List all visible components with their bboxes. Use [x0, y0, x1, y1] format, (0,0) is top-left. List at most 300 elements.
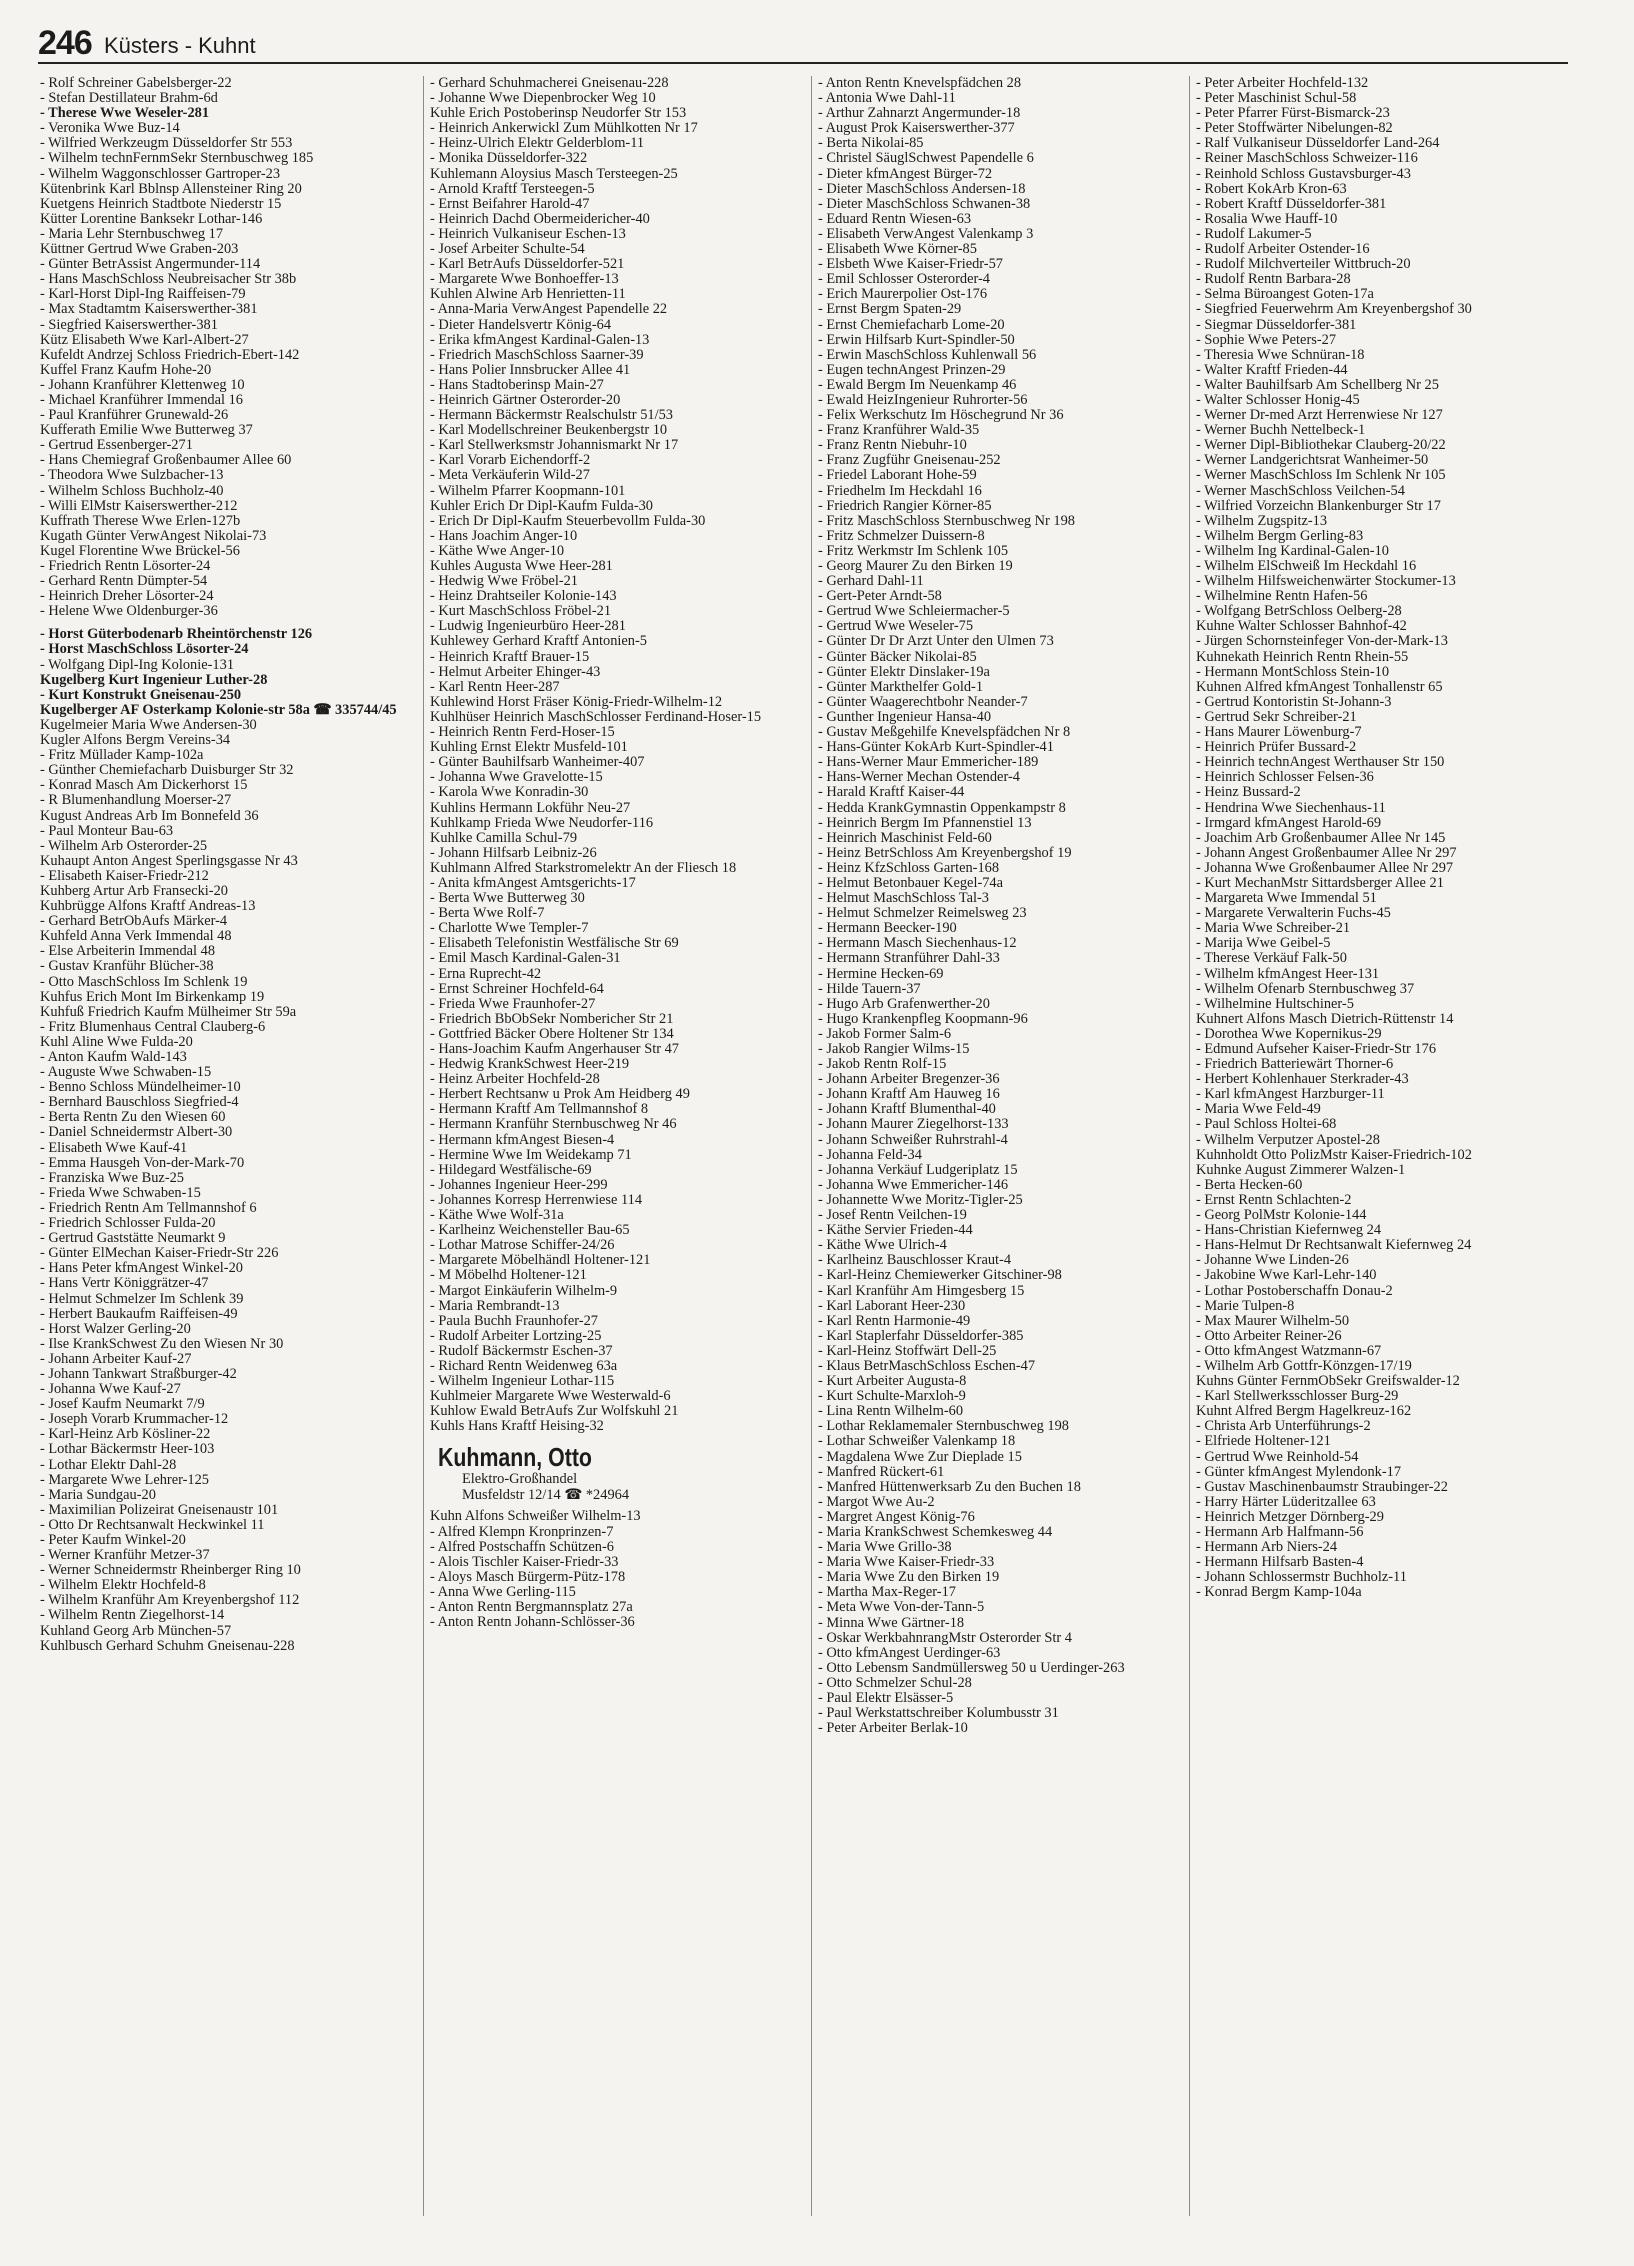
directory-entry: - Hermine Wwe Im Weidekamp 71 — [430, 1146, 632, 1163]
directory-entry: Kuhfeld Anna Verk Immendal 48 — [40, 928, 232, 945]
directory-entry: - Kurt MechanMstr Sittardsberger Allee 21 — [1196, 874, 1444, 891]
directory-entry: - Richard Rentn Weidenweg 63a — [430, 1357, 618, 1374]
directory-entry: - Harald Kraftf Kaiser-44 — [818, 784, 965, 801]
directory-entry: - Gert-Peter Arndt-58 — [818, 588, 942, 605]
directory-entry: - Wilhelm Arb Osterorder-25 — [40, 837, 208, 854]
directory-entry: - Monika Düsseldorfer-322 — [430, 150, 588, 167]
directory-entry: - Wilhelm Pfarrer Koopmann-101 — [430, 482, 626, 499]
directory-entry: - Fritz Blumenhaus Central Clauberg-6 — [40, 1018, 266, 1035]
directory-entry: - Anton Kaufm Wald-143 — [40, 1049, 187, 1065]
directory-entry: - Veronika Wwe Buz-14 — [40, 120, 180, 137]
directory-entry: - Wilhelm Kranführ Am Kreyenbergshof 112 — [40, 1592, 300, 1609]
directory-entry: - Peter Maschinist Schul-58 — [1196, 90, 1357, 107]
directory-entry: - Emil Schlosser Osterorder-4 — [818, 271, 990, 288]
directory-entry: - Otto kfmAngest Uerdinger-63 — [818, 1644, 1001, 1661]
directory-entry: - Alfred Postschaffn Schützen-6 — [430, 1538, 614, 1555]
directory-entry: - Gustav Meßgehilfe Knevelspfädchen Nr 8 — [818, 724, 1071, 741]
directory-entry: - Elisabeth Wwe Kauf-41 — [40, 1139, 188, 1156]
directory-entry: - Wilhelmine Hultschiner-5 — [1196, 995, 1354, 1012]
directory-entry: - Gottfried Bäcker Obere Holtener Str 134 — [430, 1025, 674, 1042]
directory-entry: Kuhnholdt Otto PolizMstr Kaiser-Friedrich-102 — [1196, 1146, 1472, 1163]
directory-entry: Kuhnekath Heinrich Rentn Rhein-55 — [1196, 648, 1409, 665]
directory-entry: - Heinz KfzSchloss Garten-168 — [818, 859, 1000, 876]
directory-entry: - Johanna Feld-34 — [818, 1146, 922, 1163]
directory-entry: - Karlheinz Weichensteller Bau-65 — [430, 1222, 630, 1239]
directory-entry: - Anna Wwe Gerling-115 — [430, 1583, 576, 1600]
directory-entry: - Berta Wwe Rolf-7 — [430, 905, 545, 922]
directory-entry: - Maria Wwe Zu den Birken 19 — [818, 1569, 1000, 1586]
directory-entry: - Bernhard Bauschloss Siegfried-4 — [40, 1094, 239, 1111]
directory-entry: - Harry Härter Lüderitzallee 63 — [1196, 1493, 1376, 1510]
directory-entry: - Hedwig KrankSchwest Heer-219 — [430, 1056, 630, 1073]
directory-entry: - Gerhard Rentn Dümpter-54 — [40, 573, 208, 590]
directory-entry: - Lothar Elektr Dahl-28 — [40, 1456, 177, 1473]
directory-entry: - Günter Bäcker Nikolai-85 — [818, 648, 977, 665]
directory-entry: - Charlotte Wwe Templer-7 — [430, 920, 589, 937]
directory-entry: - Hans MaschSchloss Neubreisacher Str 38b — [40, 271, 297, 288]
directory-entry: - Georg PolMstr Kolonie-144 — [1196, 1207, 1367, 1224]
directory-entry: - Michael Kranführer Immendal 16 — [40, 391, 243, 408]
directory-entry: - Hermann Bäckermstr Realschulstr 51/53 — [430, 407, 673, 424]
directory-entry: - Franz Kranführer Wald-35 — [818, 422, 980, 439]
directory-entry: - Gertrud Wwe Schleiermacher-5 — [818, 603, 1010, 620]
directory-entry: - Anton Rentn Knevelspfädchen 28 — [818, 76, 1022, 91]
directory-entry: - Herbert Rechtsanw u Prok Am Heidberg 49 — [430, 1086, 690, 1103]
directory-entry: - Meta Verkäuferin Wild-27 — [430, 467, 590, 484]
directory-entry: Kuhl Aline Wwe Fulda-20 — [40, 1033, 193, 1050]
directory-entry: - Karola Wwe Konradin-30 — [430, 784, 589, 801]
directory-entry: - Heinrich Gärtner Osterorder-20 — [430, 391, 621, 408]
directory-entry: - Selma Büroangest Goten-17a — [1196, 286, 1374, 303]
directory-entry: Kuhlmeier Margarete Wwe Westerwald-6 — [430, 1388, 671, 1405]
directory-entry: - Hermann Masch Siechenhaus-12 — [818, 935, 1017, 952]
directory-entry: - Hermann Kranführ Sternbuschweg Nr 46 — [430, 1116, 677, 1133]
directory-entry: - Hermann Stranführer Dahl-33 — [818, 950, 1000, 967]
directory-entry: - Wilhelm ElSchweiß Im Heckdahl 16 — [1196, 558, 1417, 574]
directory-entry: - Friedrich Rentn Lösorter-24 — [40, 558, 211, 574]
directory-entry: - Heinrich Vulkaniseur Eschen-13 — [430, 225, 626, 242]
directory-entry: - Hildegard Westfälische-69 — [430, 1161, 592, 1178]
directory-entry: Kuffel Franz Kaufm Hohe-20 — [40, 361, 212, 378]
directory-entry: - Daniel Schneidermstr Albert-30 — [40, 1124, 233, 1141]
directory-entry: - Erna Ruprecht-42 — [430, 965, 542, 982]
directory-entry: - Max Stadtamtm Kaiserswerther-381 — [40, 301, 258, 318]
directory-entry: Kuhlen Alwine Arb Henrietten-11 — [430, 286, 626, 303]
directory-entry: - Hans-Werner Mechan Ostender-4 — [818, 769, 1020, 786]
directory-entry: - Karl Modellschreiner Beukenbergstr 10 — [430, 422, 668, 439]
directory-entry: - Dieter Handelsvertr König-64 — [430, 316, 612, 333]
directory-entry: - Gertrud Essenberger-271 — [40, 437, 193, 454]
directory-entry: - Emil Masch Kardinal-Galen-31 — [430, 950, 621, 967]
directory-entry: Kuhlins Hermann Lokführ Neu-27 — [430, 799, 631, 816]
directory-entry: - Hermann Hilfsarb Basten-4 — [1196, 1554, 1364, 1571]
directory-entry: - Antonia Wwe Dahl-11 — [818, 90, 956, 107]
directory-entry: - Johann Hilfsarb Leibniz-26 — [430, 844, 597, 861]
directory-entry: Kufeldt Andrzej Schloss Friedrich-Ebert-142 — [40, 346, 300, 363]
directory-entry: - Klaus BetrMaschSchloss Eschen-47 — [818, 1357, 1036, 1374]
directory-entry: - Hermann Arb Niers-24 — [1196, 1539, 1338, 1556]
advert-name: Kuhmann, Otto — [438, 1442, 592, 1473]
directory-entry: - Maria Wwe Kaiser-Friedr-33 — [818, 1554, 995, 1571]
directory-entry: - Werner Dr-med Arzt Herrenwiese Nr 127 — [1196, 407, 1443, 424]
directory-entry: - Johann Kranführer Klettenweg 10 — [40, 376, 245, 393]
directory-entry: - Joseph Vorarb Krummacher-12 — [40, 1411, 229, 1428]
directory-entry: - Walter Schlosser Honig-45 — [1196, 391, 1360, 408]
directory-entry: - Margot Einkäuferin Wilhelm-9 — [430, 1282, 618, 1299]
directory-entry: - Kurt Schulte-Marxloh-9 — [818, 1388, 966, 1405]
directory-entry: - Wilhelm Ofenarb Sternbuschweg 37 — [1196, 980, 1415, 997]
directory-entry: Kuhlmann Alfred Starkstromelektr An der Fliesch 18 — [430, 859, 737, 876]
directory-entry: Kütz Elisabeth Wwe Karl-Albert-27 — [40, 331, 249, 348]
directory-entry: - Jakob Rangier Wilms-15 — [818, 1041, 970, 1057]
directory-entry: - Friedrich BbObSekr Nombericher Str 21 — [430, 1010, 674, 1027]
directory-entry: - Wilhelm Schloss Buchholz-40 — [40, 482, 224, 499]
business-advert — [438, 1442, 800, 1503]
directory-entry: - Helmut Schmelzer Im Schlenk 39 — [40, 1290, 244, 1307]
directory-entry: - Werner Schneidermstr Rheinberger Ring 10 — [40, 1562, 301, 1579]
directory-entry: - Stefan Destillateur Brahm-6d — [40, 90, 218, 107]
directory-entry: - Günter Elektr Dinslaker-19a — [818, 663, 990, 680]
directory-entry: Kuhlbusch Gerhard Schuhm Gneisenau-228 — [40, 1637, 295, 1654]
directory-entry: - Dieter kfmAngest Bürger-72 — [818, 165, 993, 182]
directory-entry: - Max Maurer Wilhelm-50 — [1196, 1312, 1350, 1329]
directory-entry: - Therese Verkäuf Falk-50 — [1196, 950, 1347, 967]
page-number: 246 — [38, 24, 92, 62]
directory-entry: - Fritz Schmelzer Duissern-8 — [818, 527, 985, 544]
directory-entry: - Else Arbeiterin Immendal 48 — [40, 943, 216, 960]
directory-entry: - Heinz Arbeiter Hochfeld-28 — [430, 1071, 600, 1088]
directory-entry: - Margot Wwe Au-2 — [818, 1493, 935, 1510]
directory-entry: - Johann Arbeiter Kauf-27 — [40, 1350, 192, 1367]
directory-entry: - Dorothea Wwe Kopernikus-29 — [1196, 1025, 1382, 1042]
directory-entry: - August Prok Kaiserswerther-377 — [818, 120, 1015, 137]
directory-entry: - Franz Rentn Niebuhr-10 — [818, 437, 967, 454]
directory-entry: - Heinrich Maschinist Feld-60 — [818, 829, 992, 846]
directory-entry: - Anton Rentn Johann-Schlösser-36 — [430, 1614, 635, 1631]
directory-entry: - Gertrud Gaststätte Neumarkt 9 — [40, 1230, 226, 1247]
directory-entry: - R Blumenhandlung Moerser-27 — [40, 792, 232, 809]
directory-entry: - Willi ElMstr Kaiserswerther-212 — [40, 497, 238, 514]
directory-entry: - Martha Max-Reger-17 — [818, 1584, 956, 1601]
directory-entry: - Rudolf Arbeiter Lortzing-25 — [430, 1327, 602, 1344]
directory-entry: - Johanna Wwe Großenbaumer Allee Nr 297 — [1196, 859, 1454, 876]
directory-entry: - Johannes Korresp Herrenwiese 114 — [430, 1191, 643, 1208]
directory-entry: - Kurt Arbeiter Augusta-8 — [818, 1373, 967, 1390]
directory-entry: - Peter Pfarrer Fürst-Bismarck-23 — [1196, 105, 1390, 122]
directory-entry: - Berta Hecken-60 — [1196, 1176, 1303, 1193]
directory-entry: - Günter Waagerechtbohr Neander-7 — [818, 693, 1028, 710]
directory-entry: - Hermann Kraftf Am Tellmannshof 8 — [430, 1101, 649, 1118]
directory-entry: - Karl Kranführ Am Himgesberg 15 — [818, 1282, 1025, 1299]
directory-entry: - Sophie Wwe Peters-27 — [1196, 331, 1337, 348]
directory-entry: - Margarete Wwe Bonhoeffer-13 — [430, 271, 619, 288]
directory-entry: - Helmut Arbeiter Ehinger-43 — [430, 663, 601, 680]
directory-entry: Kuhn Alfons Schweißer Wilhelm-13 — [430, 1508, 641, 1525]
directory-entry: - Walter Bauhilfsarb Am Schellberg Nr 25 — [1196, 376, 1439, 393]
directory-entry: - Dieter MaschSchloss Schwanen-38 — [818, 195, 1031, 212]
directory-entry: - Heinrich Prüfer Bussard-2 — [1196, 739, 1357, 756]
directory-entry: - Anna-Maria VerwAngest Papendelle 22 — [430, 301, 668, 318]
directory-entry: - Margret Angest König-76 — [818, 1508, 975, 1525]
directory-entry: - Gustav Kranführ Blücher-38 — [40, 958, 214, 975]
directory-entry: - Josef Kaufm Neumarkt 7/9 — [40, 1396, 205, 1413]
directory-entry: - Gertrud Sekr Schreiber-21 — [1196, 708, 1357, 725]
directory-entry: - Heinrich Metzger Dörnberg-29 — [1196, 1508, 1384, 1525]
directory-entry: - Hans-Helmut Dr Rechtsanwalt Kiefernweg 24 — [1196, 1237, 1472, 1254]
directory-entry: - Wilhelm Rentn Ziegelhorst-14 — [40, 1607, 225, 1624]
directory-entry: - Werner Landgerichtsrat Wanheimer-50 — [1196, 452, 1429, 469]
directory-entry: - Hedda KrankGymnastin Oppenkampstr 8 — [818, 799, 1066, 816]
directory-entry: - Lothar Bäckermstr Heer-103 — [40, 1441, 215, 1458]
directory-entry: - Karl Rentn Harmonie-49 — [818, 1312, 971, 1329]
directory-entry: - Eugen technAngest Prinzen-29 — [818, 361, 1006, 378]
directory-entry: - Elisabeth VerwAngest Valenkamp 3 — [818, 225, 1034, 242]
directory-entry: Kuhling Ernst Elektr Musfeld-101 — [430, 739, 628, 756]
directory-entry: - Maria Wwe Grillo-38 — [818, 1539, 952, 1556]
directory-entry: - Helmut Betonbauer Kegel-74a — [818, 874, 1004, 891]
directory-entry: - Friedrich Batteriewärt Thorner-6 — [1196, 1056, 1394, 1073]
directory-entry: Kuhns Günter FernmObSekr Greifswalder-12 — [1196, 1373, 1460, 1390]
directory-entry: - Otto Lebensm Sandmüllersweg 50 u Uerdinger-263 — [818, 1659, 1125, 1676]
directory-entry: - Wilhelm technFernmSekr Sternbuschweg 185 — [40, 150, 314, 167]
directory-entry: - Georg Maurer Zu den Birken 19 — [818, 558, 1013, 574]
directory-entry: - Therese Wwe Weseler-281 — [40, 105, 210, 122]
directory-entry: - Johanna Verkäuf Ludgeriplatz 15 — [818, 1161, 1018, 1178]
directory-entry: - Hans Polier Innsbrucker Allee 41 — [430, 361, 631, 378]
directory-entry: Kuhnen Alfred kfmAngest Tonhallenstr 65 — [1196, 678, 1443, 695]
directory-entry: - Rudolf Rentn Barbara-28 — [1196, 271, 1351, 288]
directory-entry: - Franz Zugführ Gneisenau-252 — [818, 452, 1001, 469]
column-divider — [1189, 76, 1190, 2216]
directory-entry: - Johann Schweißer Ruhrstrahl-4 — [818, 1131, 1008, 1148]
directory-column-1 — [40, 76, 410, 2236]
directory-entry: - Elsbeth Wwe Kaiser-Friedr-57 — [818, 256, 1003, 273]
directory-entry: - Heinrich Ankerwickl Zum Mühlkotten Nr 17 — [430, 120, 698, 137]
directory-entry: Kufferath Emilie Wwe Butterweg 37 — [40, 422, 253, 439]
directory-entry: - Wolfgang Dipl-Ing Kolonie-131 — [40, 656, 235, 673]
directory-entry: - Christel SäuglSchwest Papendelle 6 — [818, 150, 1034, 167]
directory-entry: - Elisabeth Wwe Körner-85 — [818, 241, 977, 258]
directory-entry: - Theodora Wwe Sulzbacher-13 — [40, 467, 224, 484]
directory-entry: - Johanna Wwe Gravelotte-15 — [430, 769, 603, 786]
directory-entry: - Rudolf Lakumer-5 — [1196, 225, 1312, 242]
directory-entry: - Walter Kraftf Frieden-44 — [1196, 361, 1348, 378]
directory-entry: - Paul Monteur Bau-63 — [40, 822, 174, 839]
directory-entry: - Margarete Möbelhändl Holtener-121 — [430, 1252, 651, 1269]
directory-entry: Kugust Andreas Arb Im Bonnefeld 36 — [40, 807, 259, 824]
directory-entry: - Hilde Tauern-37 — [818, 980, 921, 997]
directory-entry: - Johanna Wwe Kauf-27 — [40, 1381, 181, 1398]
directory-entry: - Heinz BetrSchloss Am Kreyenbergshof 19 — [818, 844, 1072, 861]
directory-entry: - Paula Buchh Fraunhofer-27 — [430, 1312, 598, 1329]
directory-entry: - Berta Wwe Butterweg 30 — [430, 890, 585, 907]
directory-entry: - Ludwig Ingenieurbüro Heer-281 — [430, 618, 626, 635]
directory-entry: - Karl kfmAngest Harzburger-11 — [1196, 1086, 1385, 1103]
directory-entry: - Hans Chemiegraf Großenbaumer Allee 60 — [40, 452, 292, 469]
directory-entry: - Wilhelm Arb Gottfr-Könzgen-17/19 — [1196, 1357, 1412, 1374]
directory-entry: Kuhnke August Zimmerer Walzen-1 — [1196, 1161, 1406, 1178]
directory-entry: - Wilhelm Waggonschlosser Gartroper-23 — [40, 165, 281, 182]
directory-entry: - Johannes Ingenieur Heer-299 — [430, 1176, 608, 1193]
directory-entry: - Wilhelm kfmAngest Heer-131 — [1196, 965, 1380, 982]
directory-entry: - Werner MaschSchloss Im Schlenk Nr 105 — [1196, 467, 1446, 484]
directory-entry: - Wilhelm Bergm Gerling-83 — [1196, 527, 1364, 544]
directory-entry: Kuhnt Alfred Bergm Hagelkreuz-162 — [1196, 1403, 1412, 1420]
directory-entry: - Heinrich Schlosser Felsen-36 — [1196, 769, 1374, 786]
directory-entry: - Wilhelm Zugspitz-13 — [1196, 512, 1328, 529]
directory-entry: - Meta Wwe Von-der-Tann-5 — [818, 1599, 985, 1616]
directory-entry: Kuhlkamp Frieda Wwe Neudorfer-116 — [430, 814, 654, 831]
directory-entry: Kütter Lorentine Banksekr Lothar-146 — [40, 210, 263, 227]
directory-entry: - Alois Tischler Kaiser-Friedr-33 — [430, 1553, 619, 1570]
directory-entry: - Magdalena Wwe Zur Dieplade 15 — [818, 1448, 1022, 1465]
directory-entry: - Wilfried Werkzeugm Düsseldorfer Str 553 — [40, 135, 293, 152]
directory-entry: Kuhlke Camilla Schul-79 — [430, 829, 578, 846]
directory-entry: - Joachim Arb Großenbaumer Allee Nr 145 — [1196, 829, 1446, 846]
directory-entry: - Rudolf Arbeiter Ostender-16 — [1196, 241, 1370, 258]
directory-entry: - Auguste Wwe Schwaben-15 — [40, 1064, 212, 1081]
directory-entry: - Reiner MaschSchloss Schweizer-116 — [1196, 150, 1418, 167]
directory-entry: - Otto kfmAngest Watzmann-67 — [1196, 1342, 1382, 1359]
directory-entry: - Christa Arb Unterführungs-2 — [1196, 1418, 1371, 1435]
directory-entry: - Ernst Beifahrer Harold-47 — [430, 195, 590, 212]
directory-entry: - Anita kfmAngest Amtsgerichts-17 — [430, 874, 636, 891]
directory-entry: - Johanne Wwe Linden-26 — [1196, 1252, 1349, 1269]
directory-entry: - Reinhold Schloss Gustavsburger-43 — [1196, 165, 1411, 182]
directory-entry: Kugelberg Kurt Ingenieur Luther-28 — [40, 671, 268, 688]
directory-entry: - Rudolf Milchverteiler Wittbruch-20 — [1196, 256, 1411, 273]
directory-entry: Kuetgens Heinrich Stadtbote Niederstr 15 — [40, 195, 282, 212]
directory-entry: Kuhlemann Aloysius Masch Tersteegen-25 — [430, 165, 678, 182]
directory-entry: - Lothar Schweißer Valenkamp 18 — [818, 1433, 1016, 1450]
directory-entry: - Ewald HeizIngenieur Ruhrorter-56 — [818, 391, 1028, 408]
directory-entry: - Friedrich Rangier Körner-85 — [818, 497, 992, 514]
directory-entry: - Käthe Wwe Anger-10 — [430, 542, 565, 559]
directory-entry: - Günther Chemiefacharb Duisburger Str 32 — [40, 762, 294, 779]
directory-entry: Kuhlow Ewald BetrAufs Zur Wolfskuhl 21 — [430, 1403, 679, 1420]
page-header — [38, 24, 1568, 64]
directory-entry: - Ernst Chemiefacharb Lome-20 — [818, 316, 1005, 333]
directory-entry: - Günter ElMechan Kaiser-Friedr-Str 226 — [40, 1245, 279, 1262]
directory-entry: - Fritz MaschSchloss Sternbuschweg Nr 198 — [818, 512, 1076, 529]
directory-entry: Kuhls Hans Kraftf Heising-32 — [430, 1418, 604, 1435]
directory-entry: - Otto MaschSchloss Im Schlenk 19 — [40, 973, 248, 990]
directory-entry: - Günter Bauhilfsarb Wanheimer-407 — [430, 754, 645, 771]
directory-entry: - Karl Stellwerksschlosser Burg-29 — [1196, 1388, 1399, 1405]
directory-entry: - Otto Arbeiter Reiner-26 — [1196, 1327, 1342, 1344]
directory-entry: - Heinrich Rentn Ferd-Hoser-15 — [430, 724, 615, 741]
directory-entry: - Maximilian Polizeirat Gneisenaustr 101 — [40, 1501, 279, 1518]
directory-entry: - Erich Dr Dipl-Kaufm Steuerbevollm Fulda-30 — [430, 512, 706, 529]
directory-entry: - Hugo Arb Grafenwerther-20 — [818, 995, 990, 1012]
directory-entry: - Karl-Heinz Chemiewerker Gitschiner-98 — [818, 1267, 1062, 1284]
directory-entry: - Gunther Ingenieur Hansa-40 — [818, 708, 992, 725]
directory-entry: - Siegfried Feuerwehrm Am Kreyenbergshof 30 — [1196, 301, 1472, 318]
directory-entry: - Werner Buchh Nettelbeck-1 — [1196, 422, 1366, 439]
directory-entry: - Irmgard kfmAngest Harold-69 — [1196, 814, 1382, 831]
directory-entry: - Margareta Wwe Immendal 51 — [1196, 890, 1377, 907]
directory-entry: - Heinz-Ulrich Elektr Gelderblom-11 — [430, 135, 645, 152]
directory-entry: - Jakob Former Salm-6 — [818, 1025, 952, 1042]
directory-entry: - Theresia Wwe Schnüran-18 — [1196, 346, 1365, 363]
directory-entry: - Hendrina Wwe Siechenhaus-11 — [1196, 799, 1386, 816]
directory-entry: - Werner Dipl-Bibliothekar Clauberg-20/22 — [1196, 437, 1446, 454]
directory-entry: - Günter Dr Dr Arzt Unter den Ulmen 73 — [818, 633, 1054, 650]
directory-entry: - Gerhard Dahl-11 — [818, 573, 924, 590]
directory-entry: - Helene Wwe Oldenburger-36 — [40, 603, 218, 620]
directory-entry: - Maria Rembrandt-13 — [430, 1297, 560, 1314]
directory-entry: Kuhlewey Gerhard Kraftf Antonien-5 — [430, 633, 647, 650]
directory-column-4 — [1196, 76, 1566, 2236]
directory-entry: - Frieda Wwe Schwaben-15 — [40, 1184, 201, 1201]
directory-entry: - Heinrich Dachd Obermeidericher-40 — [430, 210, 650, 227]
directory-entry: - Paul Kranführer Grunewald-26 — [40, 407, 229, 424]
directory-entry: - Emma Hausgeh Von-der-Mark-70 — [40, 1154, 245, 1171]
directory-entry: - Rudolf Bäckermstr Eschen-37 — [430, 1342, 613, 1359]
directory-entry: - Margarete Wwe Lehrer-125 — [40, 1471, 209, 1488]
directory-entry: - Karlheinz Bauschlosser Kraut-4 — [818, 1252, 1012, 1269]
directory-entry: - Alfred Klempn Kronprinzen-7 — [430, 1523, 614, 1540]
directory-entry: - Friedel Laborant Hohe-59 — [818, 467, 977, 484]
directory-entry: Küttner Gertrud Wwe Graben-203 — [40, 241, 239, 258]
directory-entry: - Friedrich Rentn Am Tellmannshof 6 — [40, 1199, 257, 1216]
directory-entry: - Friedrich Schlosser Fulda-20 — [40, 1215, 216, 1232]
directory-entry: - Frieda Wwe Fraunhofer-27 — [430, 995, 596, 1012]
directory-entry: Kugelmeier Maria Wwe Andersen-30 — [40, 716, 257, 733]
directory-entry: - Ernst Rentn Schlachten-2 — [1196, 1191, 1352, 1208]
directory-entry: - Karl Vorarb Eichendorff-2 — [430, 452, 591, 469]
column-divider — [811, 76, 812, 2216]
directory-entry: - Ewald Bergm Im Neuenkamp 46 — [818, 376, 1017, 393]
directory-entry: - Johann Kraftf Am Hauweg 16 — [818, 1086, 1000, 1103]
directory-entry: Kuhnert Alfons Masch Dietrich-Rüttenstr 14 — [1196, 1010, 1454, 1027]
directory-entry: - Johannette Wwe Moritz-Tigler-25 — [818, 1191, 1023, 1208]
directory-entry: - Arnold Kraftf Tersteegen-5 — [430, 180, 595, 197]
directory-entry: - Hans Peter kfmAngest Winkel-20 — [40, 1260, 243, 1277]
directory-entry: - Johanne Wwe Diepenbrocker Weg 10 — [430, 90, 656, 107]
directory-entry: - Marie Tulpen-8 — [1196, 1297, 1295, 1314]
directory-entry: Kugelberger AF Osterkamp Kolonie-str 58a ☎ 335744/45 — [40, 701, 397, 718]
directory-entry: Kuhlhüser Heinrich MaschSchlosser Ferdinand-Hoser-15 — [430, 708, 762, 725]
directory-entry: - Werner MaschSchloss Veilchen-54 — [1196, 482, 1405, 499]
directory-entry: - Herbert Kohlenhauer Sterkrader-43 — [1196, 1071, 1409, 1088]
directory-entry: Kuhle Erich Postoberinsp Neudorfer Str 153 — [430, 105, 687, 122]
directory-entry: - Gertrud Wwe Reinhold-54 — [1196, 1448, 1359, 1465]
directory-entry: Kuhne Walter Schlosser Bahnhof-42 — [1196, 618, 1407, 635]
directory-entry: - Hans Joachim Anger-10 — [430, 527, 578, 544]
directory-entry: - Wolfgang BetrSchloss Oelberg-28 — [1196, 603, 1402, 620]
directory-entry: - Edmund Aufseher Kaiser-Friedr-Str 176 — [1196, 1041, 1437, 1057]
directory-entry: - Elisabeth Kaiser-Friedr-212 — [40, 867, 209, 884]
directory-entry: - Günter kfmAngest Mylendonk-17 — [1196, 1463, 1402, 1480]
directory-entry: - Hermann kfmAngest Biesen-4 — [430, 1131, 615, 1148]
directory-entry: - Heinz Drahtseiler Kolonie-143 — [430, 588, 617, 605]
directory-entry: - M Möbelhd Holtener-121 — [430, 1267, 587, 1284]
directory-entry: - Rolf Schreiner Gabelsberger-22 — [40, 76, 232, 91]
directory-entry: - Paul Elektr Elsässer-5 — [818, 1690, 954, 1707]
directory-entry: - Hans Stadtoberinsp Main-27 — [430, 376, 604, 393]
directory-entry: - Lothar Postoberschaffn Donau-2 — [1196, 1282, 1393, 1299]
directory-entry: - Heinrich Kraftf Brauer-15 — [430, 648, 590, 665]
directory-entry: - Jakobine Wwe Karl-Lehr-140 — [1196, 1267, 1377, 1284]
directory-entry: - Erika kfmAngest Kardinal-Galen-13 — [430, 331, 650, 348]
directory-entry: - Siegfried Kaiserswerther-381 — [40, 316, 218, 333]
directory-entry: Kugler Alfons Bergm Vereins-34 — [40, 732, 231, 749]
directory-entry: - Wilhelm Ingenieur Lothar-115 — [430, 1373, 615, 1390]
directory-entry: Kuhland Georg Arb München-57 — [40, 1622, 232, 1639]
directory-entry: Kugath Günter VerwAngest Nikolai-73 — [40, 527, 267, 544]
directory-entry: - Herbert Baukaufm Raiffeisen-49 — [40, 1305, 238, 1322]
